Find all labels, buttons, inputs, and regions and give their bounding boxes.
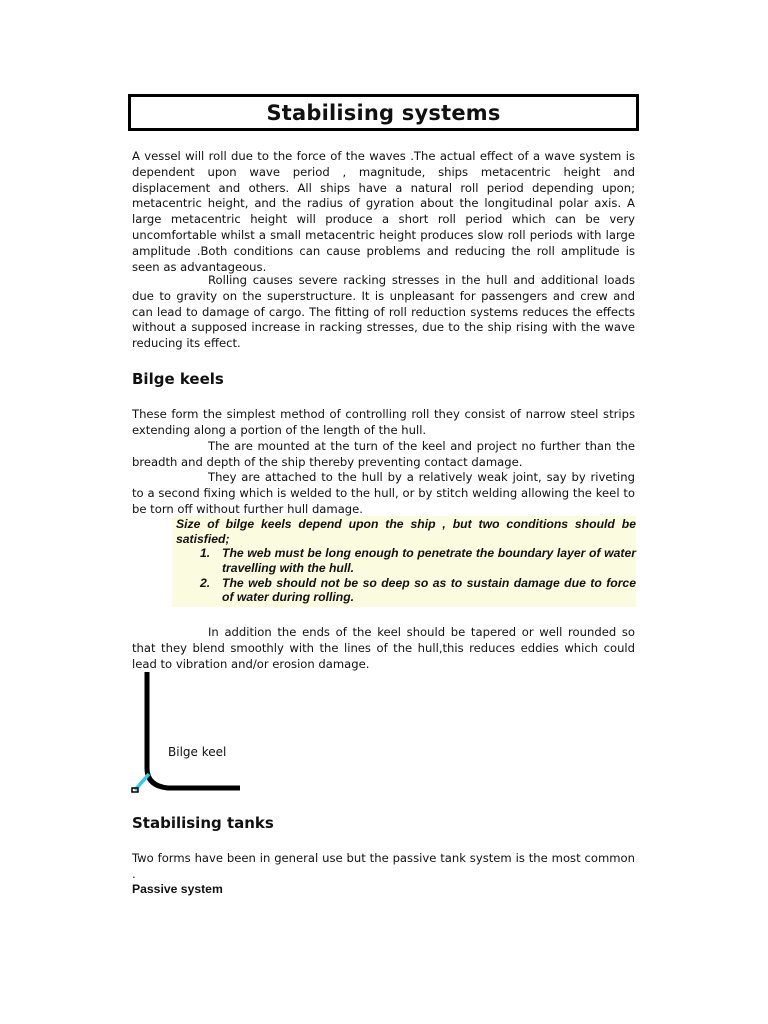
conditions-note: Size of bilge keels depend upon the ship , but two conditions should be satisfied; <box>176 517 636 546</box>
hull-outline <box>147 672 240 788</box>
bilge-keels-heading: Bilge keels <box>132 370 224 388</box>
condition-number: 1. <box>200 546 211 560</box>
bilge-keel-diagram <box>128 670 248 800</box>
passive-system-subheading: Passive system <box>132 882 223 896</box>
conditions-list <box>176 546 636 605</box>
bilge-paragraph-1: These form the simplest method of controlling roll they consist of narrow steel strips extending along a portion of the length of the hull. <box>132 407 635 437</box>
bilge-keel-label: Bilge keel <box>168 745 227 759</box>
condition-text: The web must be long enough to penetrate the boundary layer of water travelling with the hull. <box>222 546 636 575</box>
stabilising-tanks-heading: Stabilising tanks <box>132 814 274 832</box>
bilge-paragraph-4: In addition the ends of the keel should be tapered or well rounded so that they blend smoothly with the lines of the hull,this reduces eddies which could lead to vibration and/or erosion damage. <box>132 625 635 671</box>
page-title: Stabilising systems <box>266 100 501 125</box>
condition-text: The web should not be so deep so as to sustain damage due to force of water during rolling. <box>222 575 636 605</box>
condition-number: 2. <box>200 575 211 590</box>
intro-paragraph-2: Rolling causes severe racking stresses in the hull and additional loads due to gravity on the superstructure. It is unpleasant for passengers and crew and can lead to damage of cargo. The fitting of roll reduction systems reduces the effects without a supposed increase in racking stresses, due to the ship rising with the wave reducing its effect. <box>132 273 635 351</box>
condition-item-2 <box>176 576 636 606</box>
condition-item-1 <box>176 546 636 576</box>
intro-paragraph-1: A vessel will roll due to the force of the waves .The actual effect of a wave system is dependent upon wave period , magnitude, ships metacentric height and displacement and others. All ships have a natural roll period depending upon; metacentric height, and the radius of gyration about the longitudinal polar axis. A large metacentric height will produce a short roll period which can be very uncomfortable whilst a small metacentric height produces slow roll periods with large amplitude .Both conditions can cause problems and reducing the roll amplitude is seen as advantageous. <box>132 149 635 274</box>
tanks-paragraph-1: Two forms have been in general use but the passive tank system is the most common . <box>132 851 635 881</box>
bilge-paragraph-3: They are attached to the hull by a relatively weak joint, say by riveting to a second fixing which is welded to the hull, or by stitch welding allowing the keel to be torn off without further hull damage. <box>132 470 635 516</box>
title-box <box>128 94 639 131</box>
bilge-paragraph-2: The are mounted at the turn of the keel and project no further than the breadth and depth of the ship thereby preventing contact damage. <box>132 439 635 469</box>
